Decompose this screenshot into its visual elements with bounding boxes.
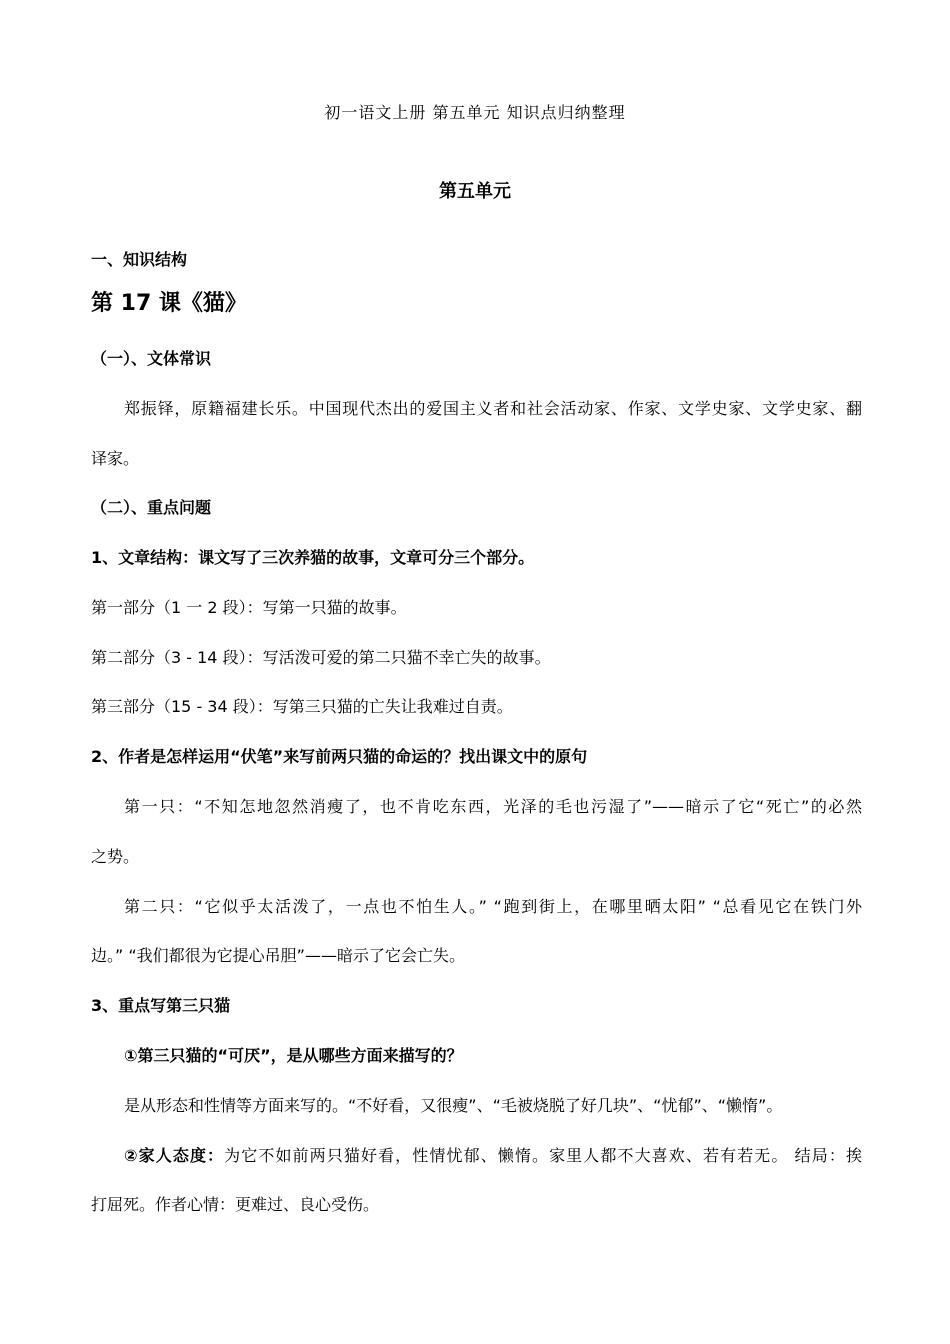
third-cat-subquestion-1-answer: 是从形态和性情等方面来写的。“不好看，又很瘦”、“毛被烧脱了好几块”、“忧郁”、“懒惰”。 bbox=[124, 1096, 783, 1115]
first-cat-answer-line-1: 第一只：“不知怎地忽然消瘦了，也不肯吃东西，光泽的毛也污湿了”——暗示了它“死亡”的必然 bbox=[124, 797, 862, 816]
third-cat-subquestion-1: ①第三只猫的“可厌”，是从哪些方面来描写的？ bbox=[124, 1046, 463, 1065]
lesson-title: 第 17 课《猫》 bbox=[91, 291, 247, 316]
third-cat-family-attitude-line-1 bbox=[124, 1145, 862, 1167]
structure-part-1: 第一部分（1 一 2 段）：写第一只猫的故事。 bbox=[91, 598, 407, 617]
author-intro-line-1: 郑振铎，原籍福建长乐。中国现代杰出的爱国主义者和社会活动家、作家、文学史家、文学史家、翻 bbox=[124, 399, 862, 418]
second-cat-answer-line-1: 第二只：“它似乎太活泼了，一点也不怕生人。” “跑到街上，在哪里晒太阳” “总看见它在铁门外 bbox=[124, 897, 862, 916]
second-cat-answer-line-2: 边。” “我们都很为它提心吊胆”——暗示了它会亡失。 bbox=[91, 946, 465, 965]
question-3-third-cat: 3、重点写第三只猫 bbox=[91, 996, 231, 1015]
structure-part-2: 第二部分（3 - 14 段）：写活泼可爱的第二只猫不幸亡失的故事。 bbox=[91, 648, 551, 667]
family-attitude-label: ②家人态度： bbox=[124, 1146, 225, 1165]
page-header: 初一语文上册 第五单元 知识点归纳整理 bbox=[324, 103, 626, 122]
family-attitude-text: 为它不如前两只猫好看，性情忧郁、懒惰。家里人都不大喜欢、若有若无。 结局：挨 bbox=[224, 1146, 862, 1165]
question-2-foreshadowing: 2、作者是怎样运用“伏笔”来写前两只猫的命运的？找出课文中的原句 bbox=[91, 747, 588, 766]
structure-part-3: 第三部分（15 - 34 段）：写第三只猫的亡失让我难过自责。 bbox=[91, 697, 513, 716]
subsection-heading-genre: （一）、文体常识 bbox=[91, 349, 212, 368]
section-heading-knowledge-structure: 一、知识结构 bbox=[91, 250, 188, 269]
third-cat-family-attitude-line-2: 打屈死。作者心情：更难过、良心受伤。 bbox=[91, 1195, 380, 1214]
first-cat-answer-line-2: 之势。 bbox=[91, 847, 140, 866]
question-1-structure: 1、文章结构：课文写了三次养猫的故事，文章可分三个部分。 bbox=[91, 548, 535, 567]
unit-title: 第五单元 bbox=[439, 181, 511, 202]
author-intro-line-2: 译家。 bbox=[91, 449, 140, 468]
subsection-heading-key-questions: （二）、重点问题 bbox=[91, 498, 212, 517]
